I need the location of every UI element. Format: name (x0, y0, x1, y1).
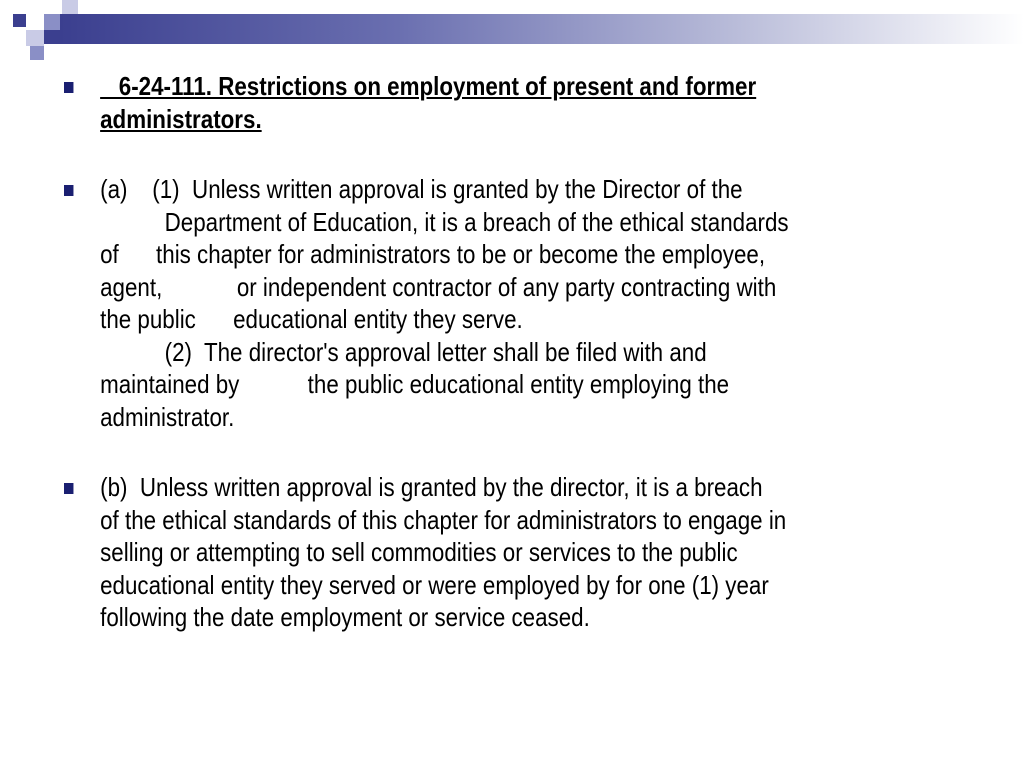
paragraph-line: selling or attempting to sell commodities or services to the public (100, 537, 738, 567)
bullet-item-b (64, 471, 974, 634)
deco-square (26, 30, 44, 46)
header-gradient-bar (60, 14, 1024, 44)
paragraph-line: of this chapter for administrators to be or become the employee, (100, 239, 766, 269)
statute-heading-line: 6-24-111. Restrictions on employment of present and former (100, 71, 757, 101)
paragraph-line: maintained by the public educational entity employing the (100, 369, 730, 399)
paragraph-line: administrator. (100, 401, 235, 432)
paragraph-line: of the ethical standards of this chapter for administrators to engage in (100, 504, 787, 535)
paragraph-line: (b) Unless written approval is granted by the director, it is a breach (100, 472, 763, 502)
deco-square (62, 0, 78, 14)
slide-content (64, 70, 847, 672)
paragraph-line: the public educational entity they serve. (100, 304, 523, 334)
deco-square (30, 46, 44, 60)
deco-square (44, 14, 60, 30)
paragraph-line: following the date employment or service ceased. (100, 602, 590, 632)
paragraph-line: educational entity they served or were employed by for one (1) year (100, 569, 769, 600)
paragraph-line: (a) (1) Unless written approval is granted by the Director of the (100, 174, 743, 204)
paragraph-line: (2) The director's approval letter shall be filed with and (164, 336, 707, 367)
deco-square (13, 14, 26, 27)
square-bullet-icon (64, 82, 73, 93)
statute-heading-line: administrators. (100, 103, 262, 134)
bullet-item-a (64, 173, 974, 433)
paragraph-line: agent, or independent contractor of any party contracting with (100, 271, 777, 302)
bullet-item-heading (64, 70, 974, 135)
square-bullet-icon (64, 185, 73, 196)
square-bullet-icon (64, 483, 73, 494)
paragraph-line: Department of Education, it is a breach of the ethical standards (164, 206, 789, 237)
deco-square (44, 30, 60, 44)
